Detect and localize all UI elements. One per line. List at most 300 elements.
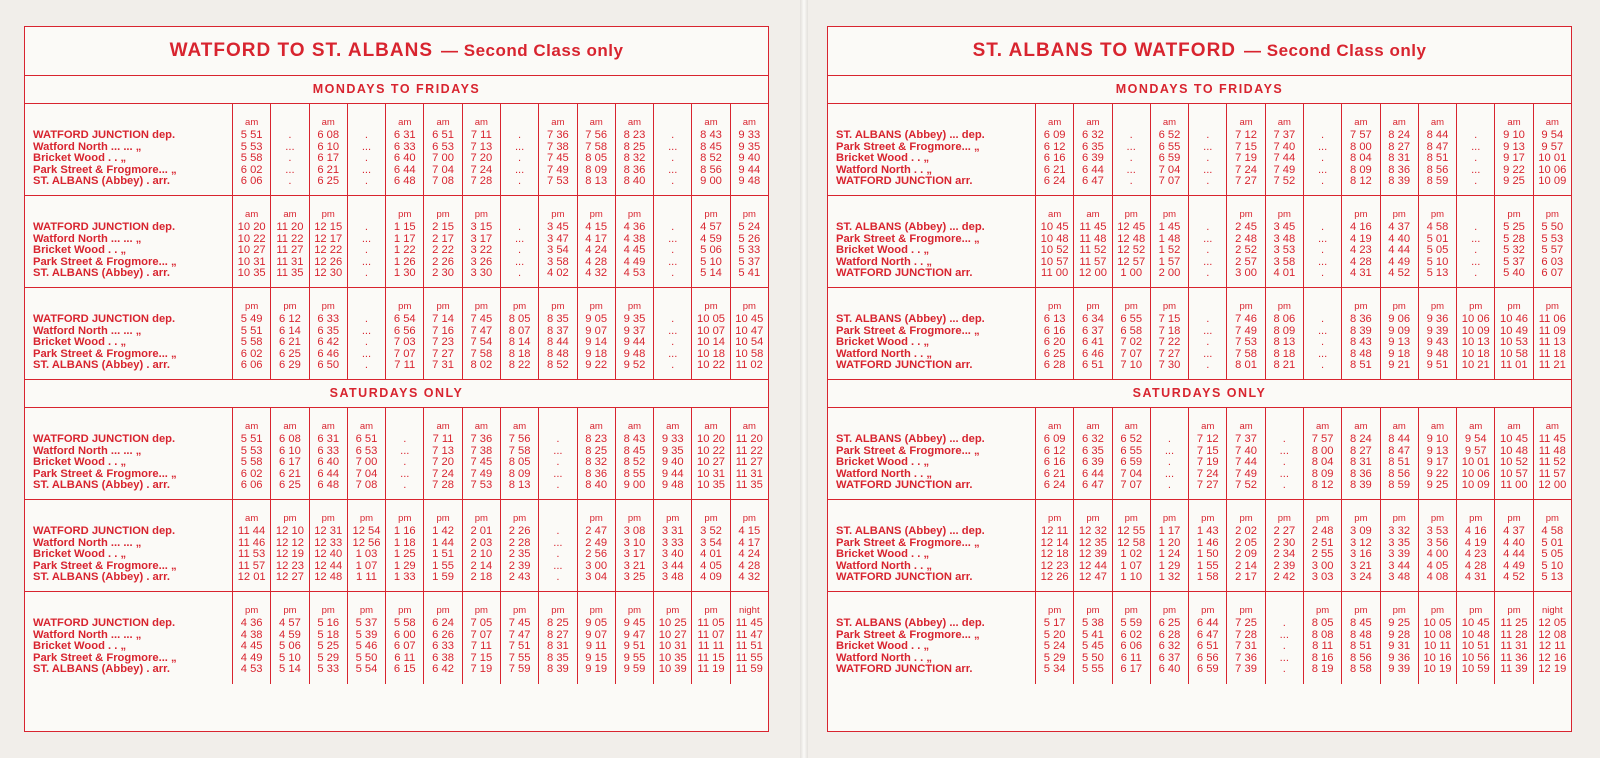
train-time: 6 44	[1196, 617, 1219, 629]
train-times	[731, 314, 768, 372]
train-time: 8 58	[1350, 663, 1372, 676]
train-time: 10 45	[1461, 617, 1490, 629]
train-time: 10 35	[237, 267, 266, 280]
train-column	[232, 408, 270, 499]
train-time: .	[1474, 267, 1478, 280]
train-times	[539, 130, 576, 188]
train-times	[616, 526, 653, 584]
train-time: 5 16	[317, 617, 340, 629]
train-times	[1036, 618, 1073, 676]
train-time: 10 09	[1461, 479, 1490, 492]
train-column	[1150, 288, 1188, 379]
train-time: 6 52	[1120, 433, 1143, 445]
train-time: 10 22	[697, 359, 726, 372]
train-time: 10 22	[697, 444, 726, 457]
train-times	[1036, 526, 1073, 584]
train-time: 7 12	[1196, 433, 1219, 445]
train-time: 6 51	[355, 433, 378, 445]
train-time: 6 06	[1120, 640, 1143, 653]
train-column	[232, 592, 270, 684]
train-time: .	[1129, 129, 1133, 141]
train-time: 2 14	[470, 559, 493, 572]
train-times	[271, 314, 308, 372]
am-pm-marker: pm	[436, 301, 450, 312]
train-times	[1457, 222, 1494, 280]
train-time: 9 10	[1503, 129, 1525, 141]
train-time: 9 35	[623, 313, 646, 325]
train-time: 12 39	[1078, 548, 1107, 561]
train-times	[1151, 526, 1188, 584]
train-time: 2 17	[432, 232, 454, 245]
train-column	[1533, 500, 1571, 591]
train-column	[347, 196, 385, 287]
train-time: 8 35	[547, 651, 569, 664]
train-time: 4 05	[1426, 559, 1449, 572]
train-time: 10 08	[1423, 628, 1452, 641]
train-times	[386, 434, 423, 492]
train-time: 6 11	[394, 651, 416, 664]
train-time: 8 19	[1311, 663, 1334, 676]
train-times	[539, 618, 576, 676]
train-time: 1 29	[393, 559, 416, 572]
train-time: 2 48	[1235, 232, 1257, 245]
train-time: 2 49	[585, 536, 608, 549]
route-title: ST. ALBANS TO WATFORD	[972, 40, 1237, 61]
train-time: 12 31	[314, 525, 343, 537]
train-time: ...	[285, 163, 295, 176]
am-pm-marker: am	[1469, 421, 1483, 432]
train-column	[1494, 288, 1532, 379]
train-time: ...	[361, 255, 372, 268]
train-time: 5 01	[1541, 536, 1564, 549]
timetable-panel-st-albans-to-watford	[827, 26, 1572, 732]
train-times	[386, 526, 423, 584]
train-time: 2 45	[1235, 221, 1257, 233]
train-column	[1380, 104, 1418, 195]
train-time: 11 07	[697, 628, 725, 641]
train-column	[1035, 196, 1073, 287]
train-times	[1151, 434, 1188, 492]
am-pm-marker: pm	[1392, 209, 1406, 220]
train-times	[1189, 314, 1226, 372]
train-time: 6 32	[1158, 640, 1181, 653]
train-time: ...	[1471, 232, 1481, 245]
train-times	[386, 130, 423, 188]
train-time: 7 58	[470, 347, 493, 360]
train-time: 8 04	[1350, 152, 1372, 165]
train-column	[1073, 104, 1111, 195]
train-time: 2 55	[1311, 548, 1334, 561]
train-time: 9 43	[1426, 336, 1449, 349]
train-column	[1150, 196, 1188, 287]
train-column	[1226, 500, 1264, 591]
train-time: 1 00	[1120, 267, 1143, 280]
station-name: Watford North . . „	[836, 652, 932, 664]
train-time: 7 40	[1273, 140, 1296, 153]
train-time: 7 24	[1235, 163, 1257, 176]
train-column	[1150, 500, 1188, 591]
am-pm-marker: am	[359, 421, 374, 432]
train-time: 3 48	[1273, 232, 1296, 245]
train-time: 7 04	[1158, 163, 1181, 176]
train-time: 8 56	[1426, 163, 1449, 176]
train-column	[1112, 500, 1150, 591]
train-time: 10 20	[697, 433, 726, 445]
station-name: Watford North ... ... „	[33, 445, 142, 457]
train-time: 11 52	[1538, 456, 1566, 469]
station-name: Bricket Wood . . „	[836, 245, 930, 257]
train-time: 9 48	[661, 479, 684, 492]
train-time: 4 28	[1350, 255, 1372, 268]
train-column	[500, 408, 538, 499]
train-time: .	[671, 359, 675, 372]
am-pm-marker: am	[474, 421, 488, 432]
train-times	[1113, 222, 1150, 280]
train-time: 8 13	[508, 479, 531, 492]
train-time: 3 45	[547, 221, 569, 233]
train-time: 11 13	[1538, 336, 1566, 349]
station-name: Watford North ... ... „	[33, 233, 142, 245]
am-pm-marker: pm	[398, 605, 412, 616]
train-times	[1342, 526, 1379, 584]
train-time: 7 49	[547, 163, 569, 176]
train-time: .	[364, 313, 369, 325]
train-times	[1419, 434, 1456, 492]
train-time: 3 44	[661, 559, 684, 572]
train-time: .	[1474, 129, 1478, 141]
train-time: 7 24	[470, 163, 493, 176]
train-times	[1381, 222, 1418, 280]
am-pm-marker: pm	[551, 605, 565, 616]
train-column	[423, 408, 461, 499]
am-pm-marker: pm	[1430, 513, 1445, 524]
train-times	[348, 526, 385, 584]
train-time: 7 11	[394, 359, 416, 372]
train-times	[1381, 618, 1418, 676]
train-time: 8 47	[1388, 444, 1411, 457]
train-time: 9 05	[585, 313, 608, 325]
train-column	[615, 408, 653, 499]
train-time: 1 10	[1120, 571, 1143, 584]
train-time: 7 57	[1350, 129, 1372, 141]
station-name: WATFORD JUNCTION dep.	[33, 618, 176, 629]
train-time: 6 58	[1120, 324, 1143, 337]
train-time: 11 47	[735, 628, 763, 641]
train-time: .	[364, 244, 369, 257]
am-pm-marker: pm	[1430, 209, 1445, 220]
train-time: .	[671, 152, 675, 165]
train-time: 5 51	[240, 129, 263, 141]
train-time: 10 06	[1461, 467, 1490, 480]
train-time: 7 28	[432, 479, 454, 492]
train-time: 7 44	[1235, 456, 1257, 469]
train-time: .	[556, 456, 560, 469]
train-time: 11 09	[1538, 324, 1566, 337]
train-column	[1073, 592, 1111, 684]
train-time: 4 58	[1541, 525, 1564, 537]
train-time: 2 00	[1158, 267, 1181, 280]
train-time: .	[364, 336, 369, 349]
train-time: 8 13	[585, 175, 608, 188]
train-times	[1266, 526, 1303, 584]
train-time: 3 33	[661, 536, 684, 549]
train-times	[1266, 222, 1303, 280]
am-pm-marker: pm	[1354, 301, 1368, 312]
train-column	[1494, 196, 1532, 287]
train-times	[654, 314, 691, 372]
train-time: 1 46	[1196, 536, 1219, 549]
train-times	[1227, 618, 1264, 676]
train-time: 6 09	[1043, 129, 1066, 141]
train-column	[730, 288, 768, 379]
am-pm-marker: am	[1507, 421, 1521, 432]
train-time: .	[1206, 359, 1210, 372]
train-time: .	[671, 267, 675, 280]
train-column	[653, 196, 691, 287]
train-time: 7 52	[1273, 175, 1296, 188]
train-time: 6 21	[279, 467, 301, 480]
train-times	[1036, 314, 1073, 372]
train-time: 7 49	[1273, 163, 1296, 176]
train-time: 12 48	[1117, 232, 1146, 245]
train-column	[1188, 288, 1226, 379]
train-time: ...	[668, 347, 678, 360]
train-time: 9 13	[1426, 444, 1449, 457]
train-time: 7 07	[393, 347, 416, 360]
train-time: 7 31	[1235, 640, 1257, 653]
train-time: 10 48	[1461, 628, 1490, 641]
train-time: 6 46	[1082, 347, 1104, 360]
train-column	[270, 196, 308, 287]
train-time: 6 47	[1082, 175, 1104, 188]
train-time: 12 44	[1078, 559, 1107, 572]
train-time: 4 37	[1503, 525, 1525, 537]
am-pm-marker: pm	[589, 605, 603, 616]
station-name: Watford North . . „	[836, 348, 932, 360]
train-time: 12 19	[275, 548, 304, 561]
train-column	[1073, 288, 1111, 379]
departure-grid	[232, 196, 768, 287]
train-time: 3 58	[547, 255, 569, 268]
train-time: 9 54	[1464, 433, 1487, 445]
train-time: 6 33	[317, 313, 340, 325]
train-time: 6 08	[317, 129, 340, 141]
train-column	[1303, 408, 1341, 499]
train-time: 2 05	[1235, 536, 1257, 549]
station-list	[836, 618, 1034, 676]
train-times	[1304, 618, 1341, 676]
train-time: ...	[1203, 232, 1213, 245]
train-time: ...	[1317, 324, 1328, 337]
train-time: 6 42	[317, 336, 340, 349]
train-time: .	[1167, 479, 1172, 492]
am-pm-marker: am	[1316, 421, 1330, 432]
train-time: 5 54	[355, 663, 378, 676]
am-pm-marker: am	[1086, 117, 1100, 128]
train-time: 6 59	[1120, 456, 1143, 469]
train-time: 8 25	[623, 140, 646, 153]
train-time: 7 31	[432, 359, 454, 372]
train-times	[654, 130, 691, 188]
am-pm-marker: pm	[1086, 301, 1100, 312]
station-name: Park Street & Frogmore... „	[33, 652, 177, 664]
am-pm-marker: pm	[551, 301, 565, 312]
train-time: 5 25	[317, 640, 340, 653]
train-times	[1342, 618, 1379, 676]
train-column	[577, 288, 615, 379]
panel-title	[828, 27, 1571, 76]
train-column	[423, 104, 461, 195]
train-times	[1151, 314, 1188, 372]
train-column	[1035, 500, 1073, 591]
train-column	[309, 104, 347, 195]
train-times	[501, 526, 538, 584]
train-column	[1265, 500, 1303, 591]
section-heading: MONDAYS TO FRIDAYS	[828, 76, 1571, 104]
train-time: 8 31	[547, 640, 569, 653]
train-times	[692, 526, 729, 584]
station-name: WATFORD JUNCTION arr.	[836, 480, 973, 492]
train-time: ...	[514, 232, 525, 245]
train-column	[1533, 408, 1571, 499]
train-time: 3 17	[623, 548, 646, 561]
am-pm-marker: am	[1430, 421, 1445, 432]
train-times	[692, 130, 729, 188]
train-time: 12 56	[352, 536, 381, 549]
train-column	[653, 408, 691, 499]
train-time: 12 16	[1538, 651, 1567, 664]
train-times	[1457, 314, 1494, 372]
train-time: 5 24	[1043, 640, 1066, 653]
train-time: 3 25	[623, 571, 646, 584]
train-time: 5 13	[1426, 267, 1449, 280]
am-pm-marker: pm	[1124, 209, 1138, 220]
train-time: 10 22	[237, 232, 266, 245]
train-time: 3 00	[1235, 267, 1257, 280]
train-times	[539, 526, 576, 584]
am-pm-marker: pm	[589, 301, 603, 312]
class-note: — Second Class only	[1244, 41, 1427, 60]
train-time: 11 00	[1500, 479, 1528, 492]
train-column	[232, 288, 270, 379]
train-time: 7 44	[1273, 152, 1296, 165]
train-time: 11 45	[1538, 433, 1566, 445]
train-column	[577, 500, 615, 591]
station-name: Bricket Wood . . „	[836, 337, 930, 349]
train-times	[1419, 222, 1456, 280]
train-time: 5 29	[317, 651, 340, 664]
train-time: 2 39	[508, 559, 531, 572]
train-time: 6 26	[432, 628, 454, 641]
am-pm-marker: pm	[1277, 209, 1291, 220]
train-time: .	[556, 433, 560, 445]
train-column	[1112, 196, 1150, 287]
train-time: 3 21	[1350, 559, 1372, 572]
train-time: 10 58	[735, 347, 764, 360]
train-column	[1456, 104, 1494, 195]
station-name: ST. ALBANS (Abbey) ... dep.	[836, 130, 985, 141]
train-time: 11 35	[735, 479, 763, 492]
train-time: 8 08	[1311, 628, 1334, 641]
train-time: 6 40	[317, 456, 340, 469]
train-time: 8 45	[1350, 617, 1372, 629]
train-times	[463, 618, 500, 676]
train-column	[270, 288, 308, 379]
station-name: Park Street & Frogmore... „	[33, 560, 177, 572]
am-pm-marker: am	[1162, 117, 1177, 128]
train-time: 10 09	[1538, 175, 1567, 188]
train-time: 6 52	[1158, 129, 1181, 141]
train-time: 2 26	[508, 525, 531, 537]
train-time: 6 25	[1043, 347, 1066, 360]
train-time: .	[1206, 313, 1210, 325]
train-time: 8 51	[1388, 456, 1411, 469]
train-time: 9 39	[1426, 324, 1449, 337]
train-column	[691, 408, 729, 499]
train-column	[1112, 288, 1150, 379]
train-time: 7 18	[1158, 324, 1181, 337]
station-name: Bricket Wood . . „	[33, 549, 127, 561]
train-time: 6 51	[432, 129, 454, 141]
train-column	[309, 408, 347, 499]
train-times	[616, 314, 653, 372]
train-column	[1265, 288, 1303, 379]
am-pm-marker: pm	[1469, 605, 1483, 616]
train-time: 6 16	[1043, 456, 1066, 469]
train-times	[386, 222, 423, 280]
station-list	[836, 222, 1034, 280]
train-time: 7 00	[355, 456, 378, 469]
station-name: Bricket Wood . . „	[33, 245, 127, 257]
train-time: 4 38	[240, 628, 263, 641]
train-time: 11 25	[1500, 617, 1528, 629]
train-column	[270, 104, 308, 195]
train-time: 11 27	[735, 456, 763, 469]
train-column	[1073, 408, 1111, 499]
am-pm-marker: pm	[474, 301, 488, 312]
timetable-block	[828, 288, 1571, 380]
train-column	[423, 592, 461, 684]
train-time: ...	[1317, 255, 1328, 268]
station-name: WATFORD JUNCTION arr.	[836, 268, 973, 280]
am-pm-marker: am	[245, 513, 259, 524]
am-pm-marker: pm	[321, 209, 335, 220]
train-time: 8 56	[700, 163, 722, 176]
train-column	[270, 592, 308, 684]
train-time: ...	[553, 536, 563, 549]
train-time: 12 45	[1117, 221, 1146, 233]
train-time: ...	[361, 140, 372, 153]
train-time: 1 50	[1196, 548, 1219, 561]
train-time: 1 22	[393, 244, 416, 257]
train-time: 11 00	[1041, 267, 1069, 280]
train-time: 7 07	[1158, 175, 1181, 188]
train-time: 12 52	[1117, 244, 1146, 257]
train-time: 9 57	[1541, 140, 1564, 153]
train-time: 8 45	[623, 444, 646, 457]
train-time: 7 37	[1235, 433, 1257, 445]
train-column	[347, 592, 385, 684]
train-column	[1303, 500, 1341, 591]
train-column	[309, 196, 347, 287]
train-column	[1188, 500, 1226, 591]
train-time: 10 05	[697, 313, 726, 325]
train-time: 3 54	[547, 244, 569, 257]
train-time: 8 02	[470, 359, 493, 372]
train-time: 8 48	[547, 347, 569, 360]
train-time: 5 33	[738, 244, 761, 257]
train-time: 4 44	[1503, 548, 1525, 561]
